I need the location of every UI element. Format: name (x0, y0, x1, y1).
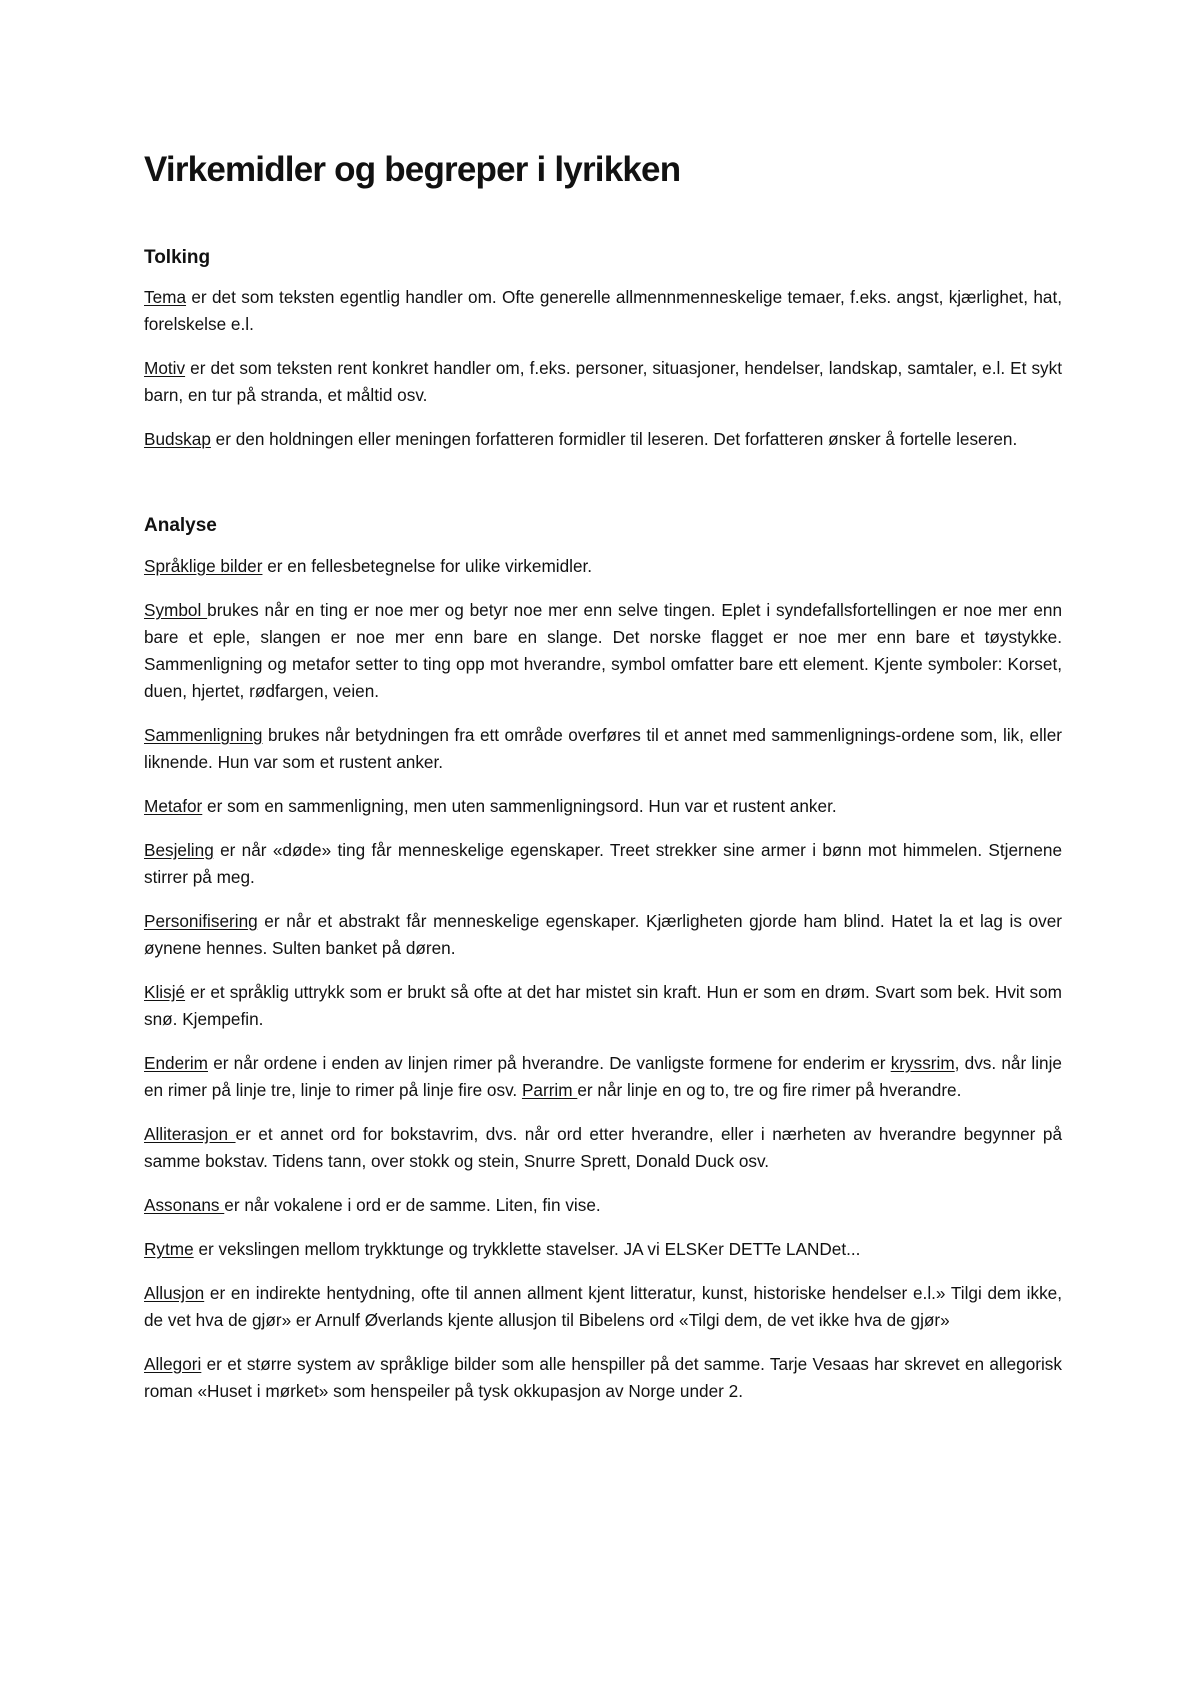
term-allusjon: Allusjon (144, 1283, 205, 1303)
definition-alliterasjon (144, 1121, 1062, 1175)
definition-motiv (144, 355, 1062, 409)
term-alliterasjon: Alliterasjon (144, 1124, 236, 1144)
definition-allegori (144, 1351, 1062, 1405)
definition-text: er når et abstrakt får menneskelige egenskaper. Kjærligheten gjorde ham blind. Hatet la et lag is over øynene hennes. Sulten banket på døren. (144, 911, 1062, 958)
definition-text: er den holdningen eller meningen forfatteren formidler til leseren. Det forfatteren ønsker å fortelle leseren. (210, 429, 1018, 449)
definition-besjeling (144, 837, 1062, 891)
definition-sammenligning (144, 722, 1062, 776)
term-spraklige-bilder: Språklige bilder (144, 556, 263, 576)
term-tema: Tema (144, 287, 187, 307)
term-rytme: Rytme (144, 1239, 194, 1259)
definition-text: er en indirekte hentydning, ofte til annen allment kjent litteratur, kunst, historiske hendelser e.l.» Tilgi dem ikke, de vet hva de gjør» er Arnulf Øverlands kjente allusjon til Bibelens ord «Tilgi dem, de vet ikke hva de gjør» (144, 1283, 1062, 1330)
definition-klisje (144, 979, 1062, 1033)
term-symbol: Symbol (144, 600, 208, 620)
definition-text: er som en sammenligning, men uten sammenligningsord. Hun var et rustent anker. (202, 796, 837, 816)
definition-allusjon (144, 1280, 1062, 1334)
definition-enderim (144, 1050, 1062, 1104)
definition-rytme (144, 1236, 1062, 1263)
term-personifisering: Personifisering (144, 911, 258, 931)
term-assonans: Assonans (144, 1195, 225, 1215)
page-title: Virkemidler og begreper i lyrikken (144, 150, 681, 189)
definition-text: er vekslingen mellom trykktunge og trykklette stavelser. JA vi ELSKer DETTe LANDet... (193, 1239, 861, 1259)
definition-text: er et større system av språklige bilder som alle henspiller på det samme. Tarje Vesaas har skrevet en allegorisk roman «Huset i mørket» som henspeiler på tysk okkupasjon av Norge under 2. (144, 1354, 1062, 1401)
definition-spraklige-bilder (144, 553, 1062, 580)
definition-text: er et språklig uttrykk som er brukt så ofte at det har mistet sin kraft. Hun er som en drøm. Svart som bek. Hvit som snø. Kjempefin. (144, 982, 1062, 1029)
section-heading-tolking: Tolking (144, 247, 211, 268)
definition-personifisering (144, 908, 1062, 962)
definition-text: , dvs. når linje en rimer på linje tre, linje to rimer på linje fire osv. (144, 1053, 1062, 1100)
definition-text: er en fellesbetegnelse for ulike virkemidler. (262, 556, 593, 576)
definition-symbol (144, 597, 1062, 705)
term-budskap: Budskap (144, 429, 211, 449)
term-sammenligning: Sammenligning (144, 725, 263, 745)
definition-text: er når linje en og to, tre og fire rimer på hverandre. (577, 1080, 962, 1100)
definition-tema (144, 284, 1062, 338)
definition-budskap (144, 426, 1062, 453)
term-motiv: Motiv (144, 358, 186, 378)
term-metafor: Metafor (144, 796, 203, 816)
document-body (144, 145, 1062, 1405)
section-heading-analyse: Analyse (144, 515, 217, 536)
term-allegori: Allegori (144, 1354, 202, 1374)
definition-text: brukes når betydningen fra ett område overføres til et annet med sammenlignings-ordene som, lik, eller liknende. Hun var som et rustent anker. (144, 725, 1062, 772)
term-besjeling: Besjeling (144, 840, 214, 860)
definition-text: er når ordene i enden av linjen rimer på hverandre. De vanligste formene for enderim er (208, 1053, 891, 1073)
definition-metafor (144, 793, 1062, 820)
definition-text: brukes når en ting er noe mer og betyr noe mer enn selve tingen. Eplet i syndefallsfortellingen er noe mer enn bare et eple, slangen er noe mer enn bare en slange. Det norske flagget er noe mer enn bare et tøystykke. Sammenligning og metafor setter to ting opp mot hverandre, symbol omfatter bare ett element. Kjente symboler: Korset, duen, hjertet, rødfargen, veien. (144, 600, 1063, 701)
definition-text: er det som teksten egentlig handler om. Ofte generelle allmennmenneskelige temaer, f.eks. angst, kjærlighet, hat, forelskelse e.l. (144, 287, 1062, 334)
term-klisje: Klisjé (144, 982, 186, 1002)
term-parrim: Parrim (521, 1080, 578, 1100)
definition-text: er når «døde» ting får menneskelige egenskaper. Treet strekker sine armer i bønn mot himmelen. Stjernene stirrer på meg. (144, 840, 1062, 887)
definition-text: er når vokalene i ord er de samme. Liten, fin vise. (224, 1195, 601, 1215)
definition-assonans (144, 1192, 1062, 1219)
term-kryssrim: kryssrim (890, 1053, 955, 1073)
term-enderim: Enderim (144, 1053, 208, 1073)
definition-text: er det som teksten rent konkret handler om, f.eks. personer, situasjoner, hendelser, landskap, samtaler, e.l. Et sykt barn, en tur på stranda, et måltid osv. (144, 358, 1062, 405)
definition-text: er et annet ord for bokstavrim, dvs. når ord etter hverandre, eller i nærheten av hverandre begynner på samme bokstav. Tidens tann, over stokk og stein, Snurre Sprett, Donald Duck osv. (144, 1124, 1063, 1171)
